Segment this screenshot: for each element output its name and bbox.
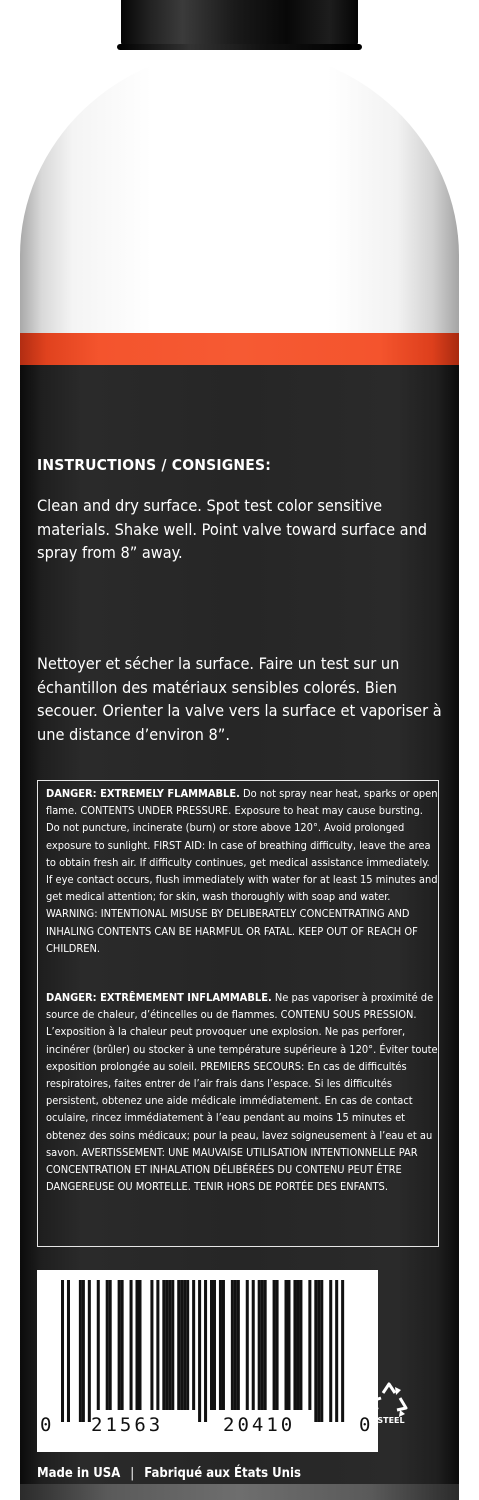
barcode (37, 1270, 378, 1452)
can-bottom-rim (20, 1484, 459, 1500)
barcode-bar (82, 1280, 85, 1422)
barcode-bar (329, 1280, 332, 1422)
barcode-bar (186, 1280, 189, 1410)
barcode-bar (162, 1280, 165, 1410)
barcode-bar (109, 1280, 112, 1410)
barcode-bar (171, 1280, 174, 1410)
barcode-bar (180, 1280, 183, 1410)
recycle-icon (367, 1377, 415, 1427)
barcode-bar (320, 1280, 323, 1422)
barcode-bar (198, 1280, 201, 1422)
instructions-english: Clean and dry surface. Spot test color sensitive materials. Shake well. Point valve toward surface and spray from 8” away. (37, 496, 428, 562)
barcode-bar (222, 1280, 225, 1410)
barcode-bar (165, 1280, 168, 1410)
barcode-bar (204, 1280, 207, 1422)
can-neck-rim (117, 44, 362, 50)
barcode-bar (231, 1280, 234, 1410)
barcode-bar (252, 1280, 255, 1410)
recycle-label: STEEL (377, 1416, 405, 1425)
barcode-bar (168, 1280, 171, 1410)
origin-french: Fabriqué aux États Unis (144, 1466, 301, 1481)
barcode-bar (296, 1280, 299, 1410)
barcode-bar (88, 1280, 91, 1422)
instructions-french: Nettoyer et sécher la surface. Faire un test sur un échantillon des matériaux sensibles colorés. Bien secouer. Orienter la valve vers la surface et vaporiser à une distance d’environ 8”. (37, 654, 442, 744)
barcode-bar (258, 1280, 261, 1410)
barcode-bar (67, 1280, 70, 1422)
barcode-bar (317, 1280, 320, 1422)
barcode-bar (150, 1280, 153, 1410)
warning-english-body: Do not spray near heat, sparks or open flame. CONTENTS UNDER PRESSURE. Exposure to heat may cause bursting. Do not puncture, incinerate (burn) or store above 120°. Avoid prolonged exposure to sunlight. FIRST AID: In case of breathing difficulty, leave the area to obtain fresh air. If difficulty continues, get medical assistance immediately. If eye contact occurs, flush immediately with water for at least 15 minutes and get medical attention; for skin, wash thoroughly with soap and water. WARNING: INTENTIONAL MISUSE BY DELIBERATELY CONCENTRATING AND INHALING CONTENTS CAN BE HARMFUL OR FATAL. KEEP OUT OF REACH OF CHILDREN. (46, 787, 438, 955)
barcode-bar (273, 1280, 276, 1410)
barcode-bars (37, 1270, 378, 1452)
barcode-bar (314, 1280, 317, 1422)
origin-english: Made in USA (37, 1466, 121, 1481)
barcode-bar (97, 1280, 100, 1410)
barcode-bar (138, 1280, 141, 1410)
instructions-heading: INSTRUCTIONS / CONSIGNES: (37, 456, 272, 474)
barcode-bar (335, 1280, 338, 1422)
barcode-bar (287, 1280, 290, 1410)
barcode-first-digit: 0 (40, 1414, 52, 1436)
barcode-bar (61, 1280, 64, 1422)
barcode-bar (79, 1280, 82, 1422)
warning-box (37, 780, 439, 1247)
barcode-bar (213, 1280, 216, 1410)
barcode-bar (341, 1280, 344, 1422)
barcode-bar (177, 1280, 180, 1410)
can-dome (20, 48, 459, 330)
barcode-bar (192, 1280, 195, 1410)
warning-french-body: Ne pas vaporiser à proximité de source de chaleur, d’étincelles ou de flammes. CONTENU SOUS PRESSION. L’exposition à la chaleur peut provoquer une explosion. Ne pas perforer, incinérer (brûler) ou stocker à une température supérieure à 120°. Éviter toute exposition prolongée au soleil. PREMIERS SECOURS: En cas de difficultés respiratoires, faites entrer de l’air frais dans l’espace. Si les difficultés persistent, obtenez une aide médicale immédiatement. En cas de contact oculaire, rincez immédiatement à l’eau pendant au moins 15 minutes et obtenez des soins médicaux; pour la peau, lavez soigneusement à l’eau et au savon. AVERTISSEMENT: UNE MAUVAISE UTILISATION INTENTIONNELLE PAR CONCENTRATION ET INHALATION DÉLIBÉRÉES DU CONTENU PEUT ÊTRE DANGEREUSE OU MORTELLE. TENIR HORS DE PORTÉE DES ENFANTS. (46, 991, 438, 1194)
origin-line (37, 1466, 301, 1481)
barcode-last-digit: 0 (359, 1414, 371, 1436)
barcode-right-group: 20410 (223, 1414, 296, 1436)
barcode-bar (276, 1280, 279, 1410)
barcode-bar (299, 1280, 302, 1410)
barcode-bar (130, 1280, 133, 1410)
barcode-bar (183, 1280, 186, 1410)
barcode-bar (136, 1280, 139, 1410)
barcode-bar (219, 1280, 222, 1410)
warning-english (46, 785, 438, 957)
barcode-bar (285, 1280, 288, 1410)
warning-french (46, 989, 438, 1195)
barcode-bar (237, 1280, 240, 1410)
barcode-bar (293, 1280, 296, 1410)
barcode-bar (156, 1280, 159, 1410)
barcode-bar (118, 1280, 121, 1410)
barcode-left-group: 21563 (91, 1414, 164, 1436)
can-body-white (20, 290, 459, 335)
accent-band (20, 333, 459, 365)
barcode-bar (210, 1280, 213, 1410)
barcode-bar (308, 1280, 311, 1410)
barcode-bar (264, 1280, 267, 1410)
warning-french-lead: DANGER: EXTRÊMEMENT INFLAMMABLE. (46, 991, 272, 1004)
barcode-bar (234, 1280, 237, 1410)
barcode-bar (261, 1280, 264, 1410)
barcode-bar (106, 1280, 109, 1410)
warning-english-lead: DANGER: EXTREMELY FLAMMABLE. (46, 787, 240, 800)
can-cap (121, 0, 358, 48)
barcode-bar (121, 1280, 124, 1410)
origin-separator: | (130, 1466, 135, 1481)
barcode-bar (246, 1280, 249, 1410)
